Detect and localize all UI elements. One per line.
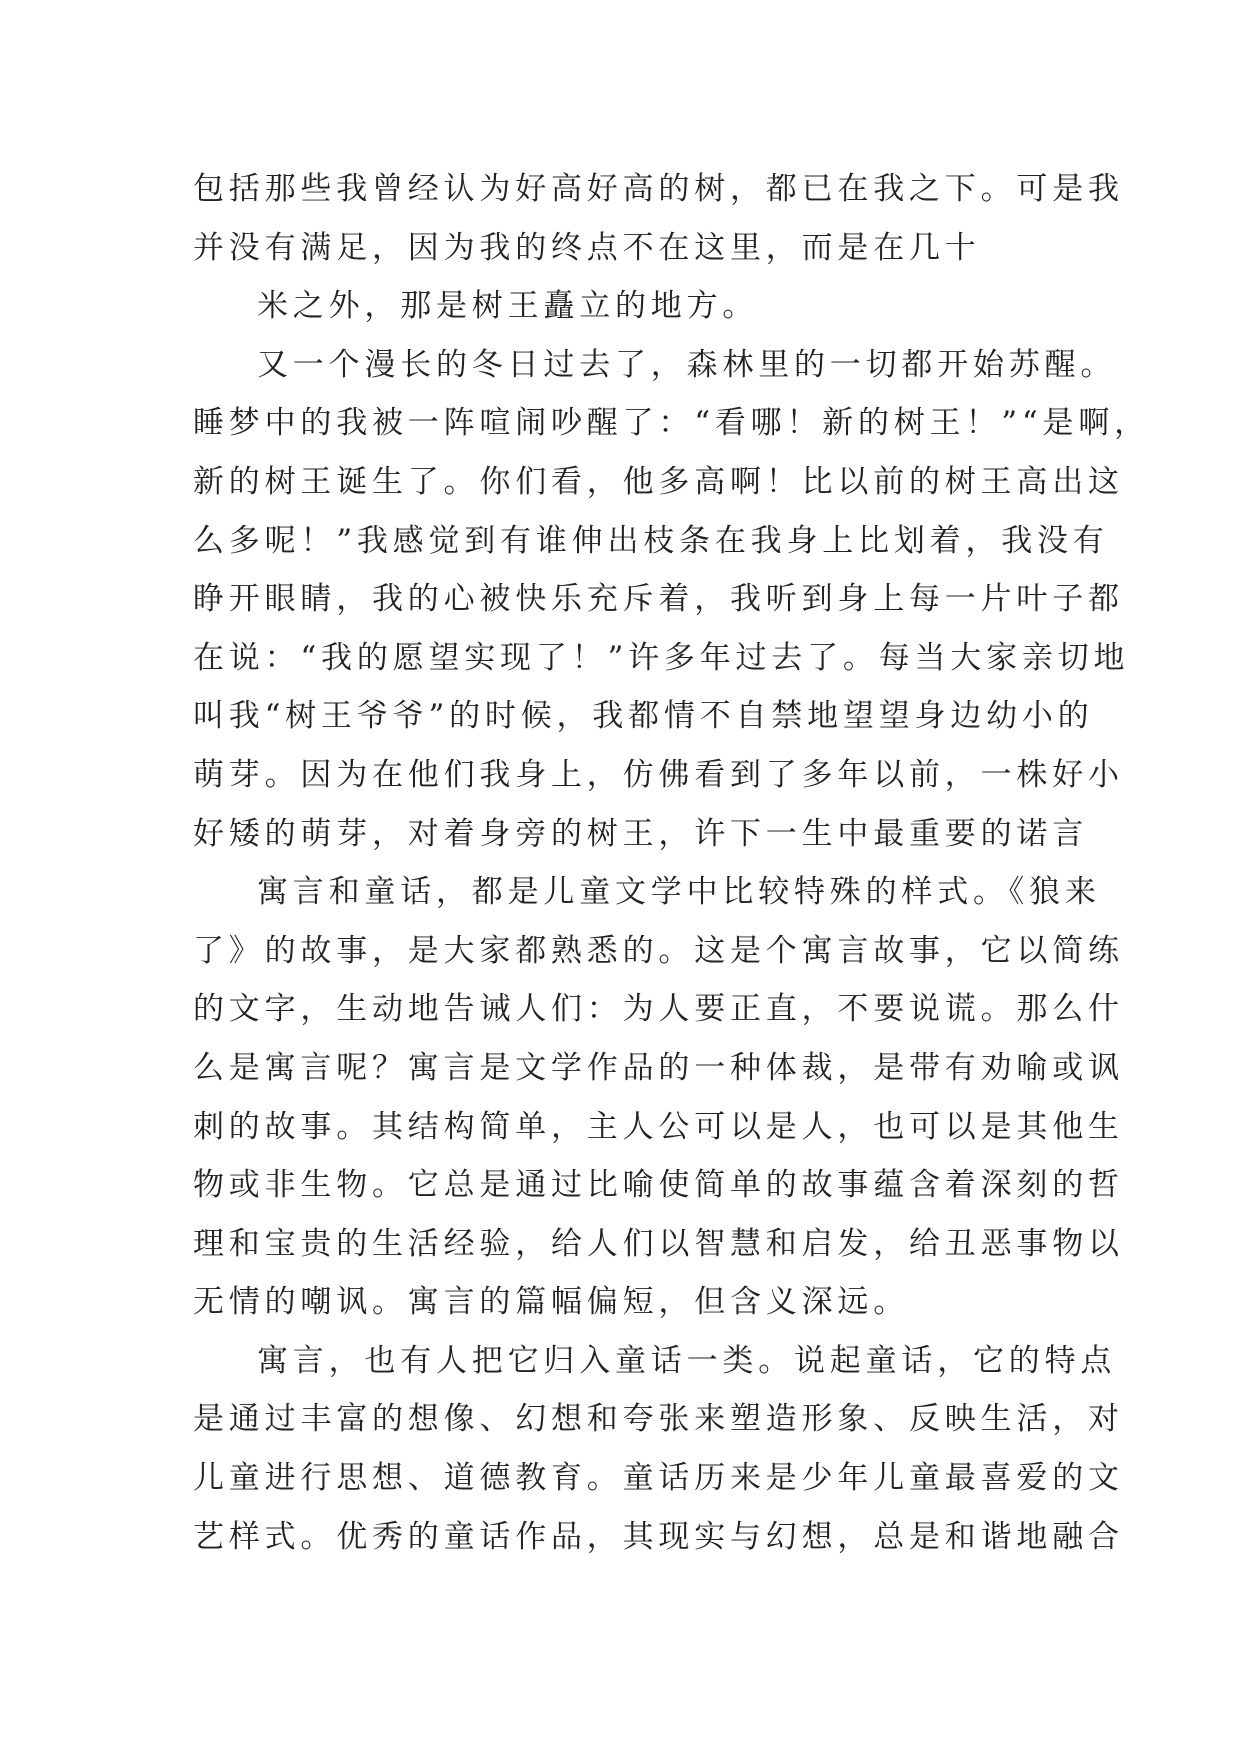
text-line: 睁开眼睛，我的心被快乐充斥着，我听到身上每一片叶子都: [193, 581, 1124, 618]
text-line: 米之外，那是树王矗立的地方。: [257, 288, 759, 325]
text-line: 睡梦中的我被一阵喧闹吵醒了：“看哪！新的树王！”“是啊，: [193, 405, 1150, 442]
text-line: 寓言和童话，都是儿童文学中比较特殊的样式。《狼来: [257, 874, 1101, 911]
text-line: 艺样式。优秀的童话作品，其现实与幻想，总是和谐地融合: [193, 1518, 1124, 1555]
text-line: 萌芽。因为在他们我身上，仿佛看到了多年以前，一株好小: [193, 756, 1124, 793]
text-line: 刺的故事。其结构简单，主人公可以是人，也可以是其他生: [193, 1108, 1124, 1145]
text-line: 么多呢！”我感觉到有谁伸出枝条在我身上比划着，我没有: [193, 522, 1109, 559]
text-line: 的文字，生动地告诫人们：为人要正直，不要说谎。那么什: [193, 991, 1124, 1028]
text-line: 么是寓言呢？寓言是文学作品的一种体裁，是带有劝喻或讽: [193, 1049, 1124, 1086]
text-line: 理和宝贵的生活经验，给人们以智慧和启发，给丑恶事物以: [193, 1225, 1124, 1262]
text-line: 好矮的萌芽，对着身旁的树王，许下一生中最重要的诺言: [193, 815, 1088, 852]
text-line: 在说：“我的愿望实现了！”许多年过去了。每当大家亲切地: [193, 639, 1130, 676]
text-line: 儿童进行思想、道德教育。童话历来是少年儿童最喜爱的文: [193, 1460, 1124, 1497]
text-line: 新的树王诞生了。你们看，他多高啊！比以前的树王高出这: [193, 463, 1124, 500]
text-line: 寓言，也有人把它归入童话一类。说起童话，它的特点: [257, 1342, 1117, 1379]
body-text: [193, 160, 1150, 1566]
text-line: 又一个漫长的冬日过去了，森林里的一切都开始苏醒。: [257, 346, 1117, 383]
text-line: 包括那些我曾经认为好高好高的树，都已在我之下。可是我: [193, 171, 1124, 207]
text-line: 物或非生物。它总是通过比喻使简单的故事蕴含着深刻的哲: [193, 1167, 1124, 1204]
text-line: 是通过丰富的想像、幻想和夸张来塑造形象、反映生活，对: [193, 1401, 1124, 1438]
text-line: 叫我“树王爷爷”的时候，我都情不自禁地望望身边幼小的: [193, 698, 1094, 735]
text-line: 了》的故事，是大家都熟悉的。这是个寓言故事，它以简练: [193, 932, 1124, 969]
text-line: 并没有满足，因为我的终点不在这里，而是在几十: [193, 229, 981, 266]
text-line: 无情的嘲讽。寓言的篇幅偏短，但含义深远。: [193, 1284, 909, 1321]
